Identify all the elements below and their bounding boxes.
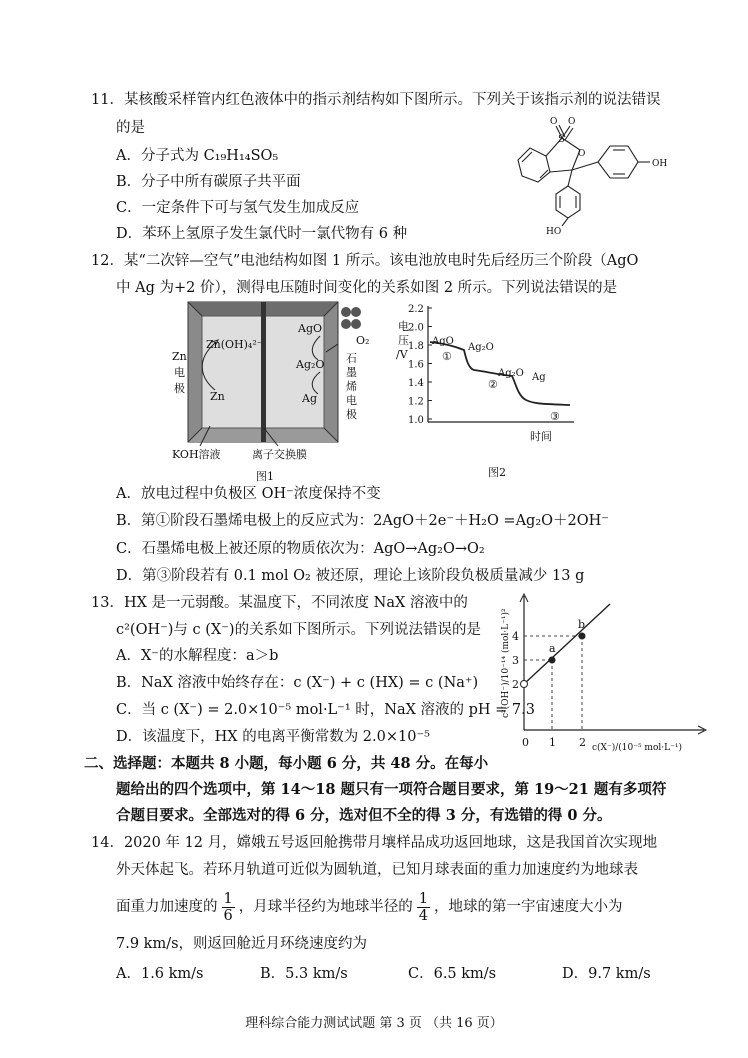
membrane-label: 离子交换膜 <box>252 448 307 461</box>
f2-ytick-label: 2.0 <box>408 322 424 334</box>
q14-option-a: A．1.6 km/s <box>116 966 204 982</box>
f2-ylabel-3: /V <box>396 348 408 361</box>
f2-ytick-label: 2.2 <box>408 304 424 315</box>
hydroxyl-label-1: OH <box>652 159 668 169</box>
ag-label: Ag <box>302 392 317 405</box>
right-electrode-label-1: 石 <box>346 352 357 365</box>
q14-option-b: B．5.3 km/s <box>260 966 348 982</box>
f2-ytick-label: 1.2 <box>408 396 424 408</box>
q14-line3 <box>116 890 622 924</box>
q14-line3-part-a: 面重力加速度的 <box>116 899 218 915</box>
q13-xtick-1: 1 <box>549 736 556 749</box>
koh-label: KOH溶液 <box>172 448 221 461</box>
left-electrode-label-3: 极 <box>174 382 185 395</box>
q11-option-c: C．一定条件下可与氢气发生加成反应 <box>116 200 360 216</box>
q13-option-b: B．NaX 溶液中始终存在：c (X⁻) + c (HX) = c (Na⁺) <box>116 675 479 691</box>
frac1-denominator: 6 <box>223 907 233 924</box>
q13-graph <box>494 590 724 760</box>
q14-line3-part-c: ，地球的第一宇宙速度大小为 <box>433 899 623 915</box>
q13-point-b-label: b <box>578 618 586 631</box>
right-electrode-label-4: 电 <box>346 394 357 407</box>
q14-line1: 14．2020 年 12 月，嫦娥五号返回舱携带月壤样品成功返回地球，这是我国首次实现地 <box>91 835 658 851</box>
oxygen-label-3: O <box>578 149 586 159</box>
q13-ylabel: c²(OH⁻)/10⁻¹⁴ (mol·L⁻¹)² <box>501 608 511 718</box>
f2-stage-mark-1: ① <box>442 350 452 363</box>
q13-option-d: D．该温度下，HX 的电离平衡常数为 2.0×10⁻⁵ <box>116 729 430 745</box>
oxygen-label-1: O <box>550 117 558 127</box>
q12-option-d: D．第③阶段若有 0.1 mol O₂ 被还原，理论上该阶段负极质量减少 13 g <box>116 568 585 584</box>
q13-xtick-2: 2 <box>579 736 586 749</box>
q13-option-c: C．当 c (X⁻) = 2.0×10⁻⁵ mol·L⁻¹ 时，NaX 溶液的 pH = 7.3 <box>116 702 535 718</box>
right-electrode-label-5: 极 <box>346 408 357 421</box>
f2-stage-label-ago: AgO <box>432 336 454 347</box>
q13-option-a: A．X⁻的水解程度：a＞b <box>116 648 279 664</box>
f2-stage-label-ag2o-2: Ag₂O <box>498 368 524 379</box>
f2-stage-label-ag2o-1: Ag₂O <box>468 342 494 353</box>
q14-line3-part-b: ，月球半径约为地球半径的 <box>238 899 413 915</box>
q13-stem-line1: 13．HX 是一元弱酸。某温度下，不同浓度 NaX 溶液中的 <box>91 595 468 611</box>
q11-option-d: D．苯环上氢原子发生氯代时一氯代物有 6 种 <box>116 226 408 242</box>
figure2-caption: 图2 <box>488 466 506 479</box>
sulfur-label: S <box>558 134 565 145</box>
right-electrode-label-3: 烯 <box>346 380 357 393</box>
fraction-one-quarter <box>417 891 430 924</box>
q14-option-c: C．6.5 km/s <box>408 966 497 982</box>
f2-ytick-label: 1.8 <box>408 341 424 352</box>
f2-ytick-label: 1.0 <box>408 415 424 426</box>
ag2o-label: Ag₂O <box>296 358 325 371</box>
ago-label: AgO <box>298 322 323 335</box>
section2-line2: 题给出的四个选项中，第 14～18 题只有一项符合题目要求，第 19～21 题有多项符 <box>116 781 667 798</box>
q14-option-d: D．9.7 km/s <box>562 966 651 982</box>
q14-line2: 外天体起飞。若环月轨道可近似为圆轨道，已知月球表面的重力加速度约为地球表 <box>116 862 638 878</box>
q12-option-b: B．第①阶段石墨烯电极上的反应式为：2AgO＋2e⁻＋H₂O =Ag₂O＋2OH⁻ <box>116 513 609 529</box>
section2-line3: 合题目要求。全部选对的得 6 分，选对但不全的得 3 分，有选错的得 0 分。 <box>116 807 612 824</box>
q13-ytick-2: 2 <box>512 678 519 691</box>
q12-figure2-voltage-chart <box>394 298 594 488</box>
q11-molecule-structure <box>510 110 690 235</box>
q13-origin-label: 0 <box>522 736 529 749</box>
f2-stage-mark-3: ③ <box>550 410 560 423</box>
oxygen-label-2: O <box>568 117 576 127</box>
o2-label: O₂ <box>356 334 370 347</box>
q12-stem-line1: 12．某“二次锌—空气”电池结构如图 1 所示。该电池放电时先后经历三个阶段（AgO <box>91 253 639 269</box>
fraction-one-sixth <box>222 891 235 924</box>
q14-line4: 7.9 km/s，则返回舱近月环绕速度约为 <box>116 936 368 952</box>
figure1-caption: 图1 <box>256 470 274 483</box>
f2-ylabel-1: 电 <box>398 320 409 333</box>
q11-option-b: B．分子中所有碳原子共平面 <box>116 174 301 190</box>
f2-stage-mark-2: ② <box>488 378 498 391</box>
q12-stem-line2: 中 Ag 为+2 价），测得电压随时间变化的关系如图 2 所示。下列说法错误的是 <box>116 280 618 296</box>
f2-stage-label-ag: Ag <box>532 372 546 383</box>
q12-option-c: C．石墨烯电极上被还原的物质依次为：AgO→Ag₂O→O₂ <box>116 541 485 557</box>
zincate-label: Zn(OH)₄²⁻ <box>206 338 263 351</box>
q13-stem-line2: c²(OH⁻)与 c (X⁻)的关系如下图所示。下列说法错误的是 <box>116 622 482 638</box>
frac1-numerator: 1 <box>223 890 233 907</box>
right-electrode-label-2: 墨 <box>346 366 357 379</box>
f2-ytick-label: 1.6 <box>408 359 424 371</box>
frac2-denominator: 4 <box>418 907 428 924</box>
q13-point-a-label: a <box>549 642 556 655</box>
q11-option-a: A．分子式为 C₁₉H₁₄SO₅ <box>116 148 279 164</box>
frac2-numerator: 1 <box>418 890 428 907</box>
zn-label: Zn <box>210 390 225 403</box>
hydroxyl-label-2: HO <box>546 227 562 237</box>
left-electrode-label-2: 电 <box>174 366 185 379</box>
left-electrode-label-1: Zn <box>172 350 187 363</box>
f2-xlabel: 时间 <box>530 430 552 443</box>
q12-figure1-battery <box>160 298 400 488</box>
section2-line1: 二、选择题：本题共 8 小题，每小题 6 分，共 48 分。在每小 <box>84 755 489 772</box>
q11-stem-line1: 11．某核酸采样管内红色液体中的指示剂结构如下图所示。下列关于该指示剂的说法错误 <box>91 92 661 108</box>
q13-ytick-4: 4 <box>512 630 519 643</box>
f2-ytick-label: 1.4 <box>408 378 424 389</box>
q13-ytick-3: 3 <box>512 654 519 667</box>
q13-xlabel: c(X⁻)/(10⁻⁵ mol·L⁻¹) <box>592 743 682 753</box>
f2-ylabel-2: 压 <box>398 334 409 347</box>
q11-stem-line2: 的是 <box>116 120 145 136</box>
q12-option-a: A．放电过程中负极区 OH⁻浓度保持不变 <box>116 486 381 502</box>
page-footer: 理科综合能力测试试题 第 3 页 （共 16 页） <box>245 1016 503 1031</box>
